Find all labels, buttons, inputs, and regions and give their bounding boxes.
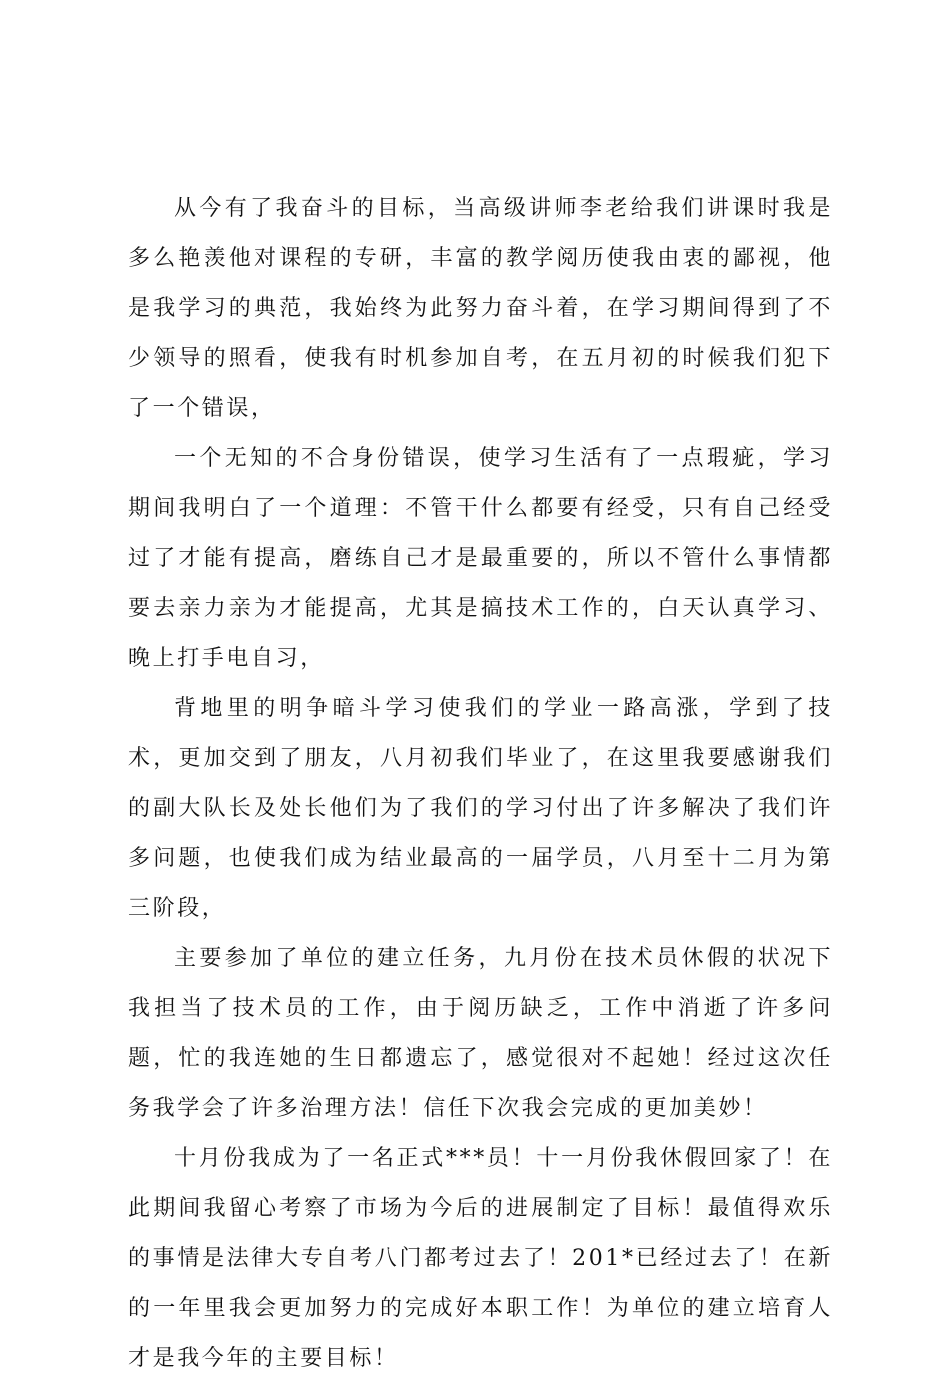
paragraph-3: 背地里的明争暗斗学习使我们的学业一路高涨，学到了技术，更加交到了朋友，八月初我们毕业了，在这里我要感谢我们的副大队长及处长他们为了我们的学习付出了许多解决了我们许多问题，也使我们成为结业最高的一届学员，八月至十二月为第三阶段，	[128, 696, 833, 921]
paragraph-2: 一个无知的不合身份错误，使学习生活有了一点瑕疵，学习期间我明白了一个道理：不管干什么都要有经受，只有自己经受过了才能有提高，磨练自己才是最重要的，所以不管什么事情都要去亲力亲为才能提高，尤其是搞技术工作的，白天认真学习、晚上打手电自习，	[128, 446, 833, 671]
paragraph-1: 从今有了我奋斗的目标，当高级讲师李老给我们讲课时我是多么艳羡他对课程的专研，丰富的教学阅历使我由衷的鄙视，他是我学习的典范，我始终为此努力奋斗着，在学习期间得到了不少领导的照看，使我有时机参加自考，在五月初的时候我们犯下了一个错误，	[128, 196, 833, 421]
document-body	[128, 184, 833, 1384]
paragraph-5: 十月份我成为了一名正式***员！十一月份我休假回家了！在此期间我留心考察了市场为今后的进展制定了目标！最值得欢乐的事情是法律大专自考八门都考过去了！201*已经过去了！在新的一年里我会更加努力的完成好本职工作！为单位的建立培育人才是我今年的主要目标！	[128, 1146, 833, 1371]
paragraph-4: 主要参加了单位的建立任务，九月份在技术员休假的状况下我担当了技术员的工作，由于阅历缺乏，工作中消逝了许多问题，忙的我连她的生日都遗忘了，感觉很对不起她！经过这次任务我学会了许多治理方法！信任下次我会完成的更加美妙！	[128, 946, 833, 1121]
